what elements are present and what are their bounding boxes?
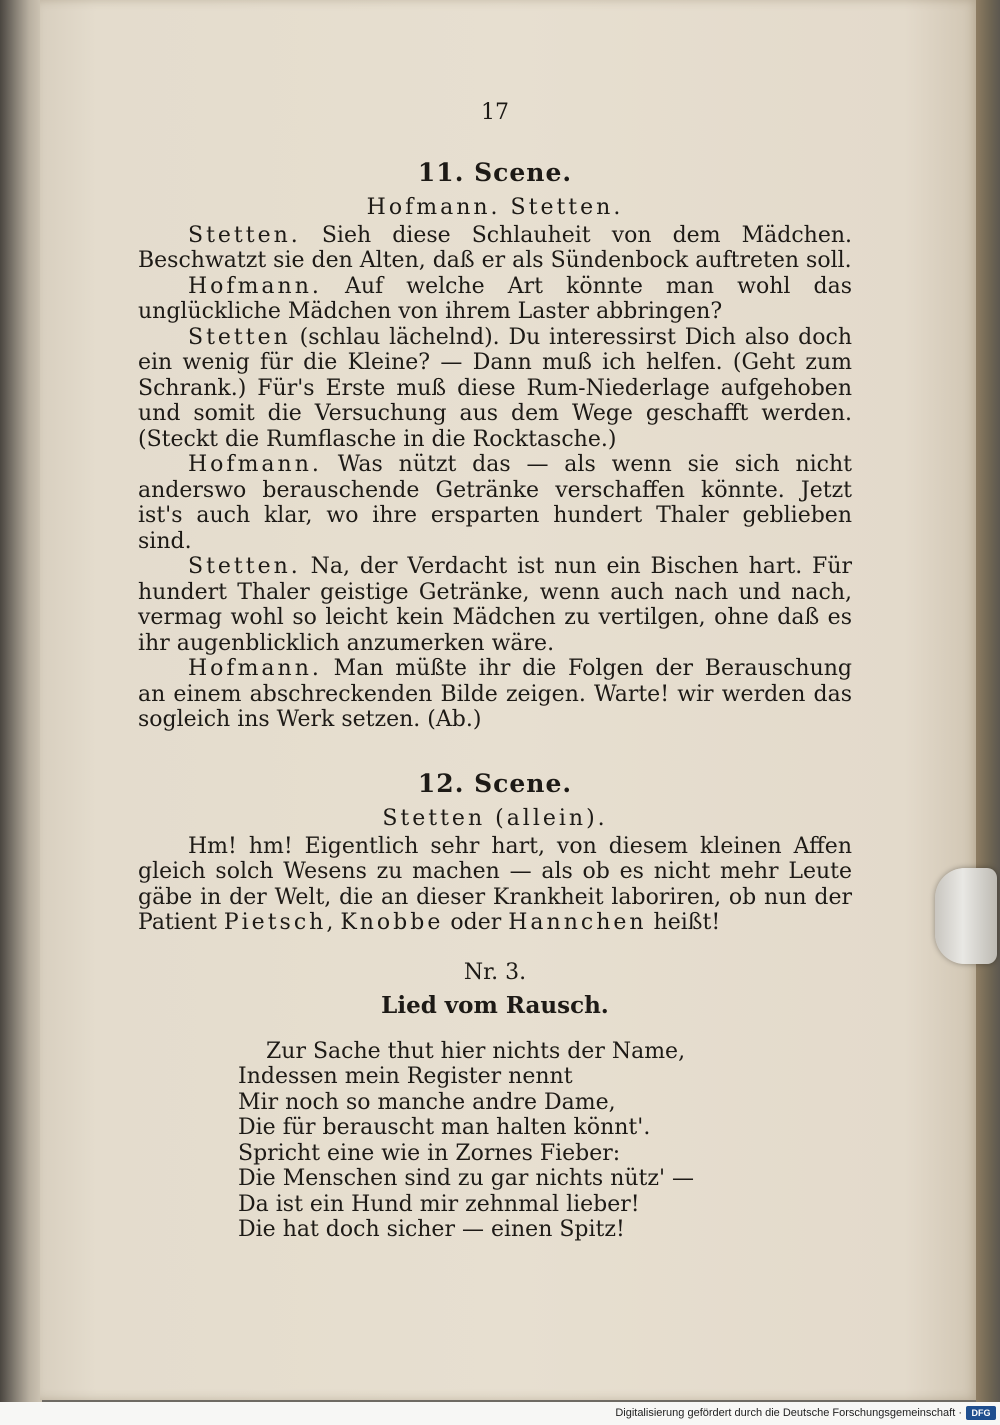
dialogue-text: Auf welche Art könnte man wohl das unglückliche Mädchen von ihrem Laster abbringen? bbox=[138, 273, 852, 324]
speaker-name: Stetten. bbox=[188, 222, 301, 248]
dialogue-text: Na, der Verdacht ist nun ein Bischen hart. Für hundert Thaler geistige Getränke, wenn auch nach und nach, vermag wohl so leicht kein Mädchen zu vertilgen, ohne daß es ihr augenblicklich anzumerken wäre. bbox=[138, 554, 853, 656]
dialogue-paragraph bbox=[138, 325, 852, 453]
dialogue-paragraph bbox=[138, 223, 852, 274]
speaker-name: Hofmann. bbox=[188, 452, 322, 477]
dialogue-paragraph bbox=[138, 274, 852, 325]
scene-11-heading: 11. Scene. bbox=[417, 157, 573, 187]
dialogue-text: Man müßte ihr die Folgen der Berauschung an einem abschreckenden Bilde zeigen. Warte! wir werden das sogleich ins Werk setzen. (Ab.) bbox=[138, 656, 852, 732]
name-pietsch: Pietsch bbox=[223, 910, 327, 935]
scene-12-heading: 12. Scene. bbox=[417, 768, 573, 798]
lyric-line: Indessen mein Register nennt bbox=[238, 1064, 573, 1089]
scene-12-speakers: Stetten (allein). bbox=[382, 806, 608, 831]
name-hannchen: Hannchen bbox=[508, 910, 647, 935]
speaker-name: Hofmann. bbox=[188, 656, 322, 681]
song-lyrics bbox=[238, 1039, 852, 1243]
dialogue-text: (schlau lächelnd). Du interessirst Dich also doch ein wenig für die Kleine? — Dann muß ich helfen. (Geht zum Schrank.) Für's Erste muß diese Rum-Niederlage aufgehoben und somit die Versuchung aus dem Wege geschafft werden. (Steckt die Rumflasche in die Rocktasche.) bbox=[138, 324, 853, 452]
song-title: Lied vom Rausch. bbox=[381, 992, 609, 1019]
monologue-paragraph bbox=[138, 834, 852, 936]
dfg-logo: DFG bbox=[966, 1406, 996, 1420]
lyric-line: Die für berauscht man halten könnt'. bbox=[238, 1115, 651, 1140]
page-clip bbox=[935, 868, 997, 964]
lyric-line: Die Menschen sind zu gar nichts nütz' — bbox=[238, 1166, 695, 1191]
monologue-text: Hm! hm! Eigentlich sehr hart, von diesem kleinen Affen gleich solch Wesens zu machen — als ob es nicht mehr Leute gäbe in der Welt, die an dieser Krankheit laboriren, ob nun der Patient bbox=[138, 833, 852, 935]
lyric-line: Mir noch so manche andre Dame, bbox=[238, 1089, 616, 1115]
dialogue-text: Sieh diese Schlauheit von dem Mädchen. Beschwatzt sie den Alten, daß er als Sündenbock auftreten soll. bbox=[138, 222, 852, 273]
lyric-line: Zur Sache thut hier nichts der Name, bbox=[266, 1038, 686, 1064]
scene-11-speakers: Hofmann. Stetten. bbox=[366, 195, 624, 220]
lyric-line: Da ist ein Hund mir zehnmal lieber! bbox=[238, 1191, 640, 1217]
lyric-line: Spricht eine wie in Zornes Fieber: bbox=[238, 1140, 621, 1166]
separator: oder bbox=[443, 910, 509, 935]
speaker-name: Hofmann. bbox=[188, 273, 322, 299]
separator: , bbox=[326, 910, 341, 935]
dialogue-paragraph bbox=[138, 554, 852, 656]
page-number: 17 bbox=[481, 100, 509, 125]
page-right-edge bbox=[976, 0, 1000, 1402]
monologue-text-end: heißt! bbox=[646, 910, 721, 935]
dialogue-paragraph bbox=[138, 656, 852, 733]
lyric-line: Die hat doch sicher — einen Spitz! bbox=[238, 1217, 625, 1242]
name-knobbe: Knobbe bbox=[340, 910, 444, 935]
funding-notice: Digitalisierung gefördert durch die Deutsche Forschungsgemeinschaft · bbox=[615, 1407, 962, 1419]
speaker-name: Stetten. bbox=[188, 554, 301, 579]
song-number: Nr. 3. bbox=[463, 959, 527, 985]
book-spine-edge bbox=[0, 0, 42, 1402]
speaker-name: Stetten bbox=[188, 324, 291, 350]
dialogue-paragraph bbox=[138, 452, 852, 554]
footer-bar bbox=[0, 1402, 1000, 1425]
dialogue-text: Was nützt das — als wenn sie sich nicht anderswo berauschende Getränke verschaffen könnte. Jetzt ist's auch klar, wo ihre ersparten hundert Thaler geblieben sind. bbox=[138, 452, 852, 554]
page-content bbox=[138, 90, 852, 1243]
section-gap bbox=[138, 733, 852, 771]
